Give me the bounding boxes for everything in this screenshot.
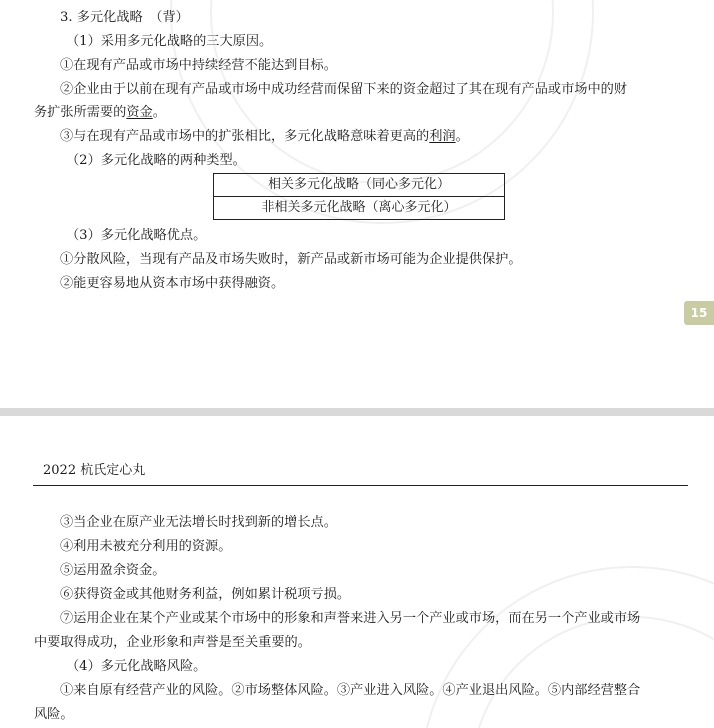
- table-row: [214, 174, 505, 197]
- underlined-term: 资金: [126, 105, 153, 120]
- section-heading: 3. 多元化战略 （背）: [60, 10, 189, 25]
- advantage-1: ①分散风险，当现有产品及市场失败时，新产品或新市场可能为企业提供保护。: [60, 252, 522, 267]
- table-cell: 非相关多元化战略（离心多元化）: [214, 197, 505, 220]
- underlined-term: 利润: [429, 129, 456, 144]
- advantage-4: ④利用未被充分利用的资源。: [60, 539, 232, 554]
- advantages-heading: （3）多元化战略优点。: [66, 228, 207, 243]
- risks-line-1: ①来自原有经营产业的风险。②市场整体风险。③产业进入风险。④产业退出风险。⑤内部经营整合: [60, 683, 641, 698]
- reason-2-line-1: ②企业由于以前在现有产品或市场中成功经营而保留下来的资金超过了其在现有产品或市场中的财: [60, 82, 628, 97]
- table-row: [214, 197, 505, 220]
- risks-line-2: 风险。: [34, 707, 74, 722]
- reason-3: ③与在现有产品或市场中的扩张相比，多元化战略意味着更高的利润。: [60, 129, 469, 144]
- advantage-7-line-1: ⑦运用企业在某个产业或某个市场中的形象和声誉来进入另一个产业或市场，而在另一个产业或市场: [60, 611, 641, 626]
- advantage-3: ③当企业在原产业无法增长时找到新的增长点。: [60, 515, 337, 530]
- reason-1: ①在现有产品或市场中持续经营不能达到目标。: [60, 58, 337, 73]
- advantage-5: ⑤运用盈余资金。: [60, 563, 166, 578]
- strategy-types-table: [213, 173, 505, 220]
- table-cell: 相关多元化战略（同心多元化）: [214, 174, 505, 197]
- types-heading: （2）多元化战略的两种类型。: [66, 153, 246, 168]
- page-number-badge: 15: [684, 301, 714, 325]
- advantage-7-line-2: 中要取得成功，企业形象和声誉是至关重要的。: [34, 635, 311, 650]
- page-divider: [0, 408, 714, 416]
- advantage-6: ⑥获得资金或其他财务利益，例如累计税项亏损。: [60, 587, 351, 602]
- reason-2-line-2: 务扩张所需要的资金。: [34, 105, 166, 120]
- running-header: 2022 杭氏定心丸: [43, 463, 146, 478]
- risks-heading: （4）多元化战略风险。: [66, 659, 207, 674]
- reasons-heading: （1）采用多元化战略的三大原因。: [66, 34, 273, 49]
- advantage-2: ②能更容易地从资本市场中获得融资。: [60, 276, 285, 291]
- header-rule: [33, 485, 688, 486]
